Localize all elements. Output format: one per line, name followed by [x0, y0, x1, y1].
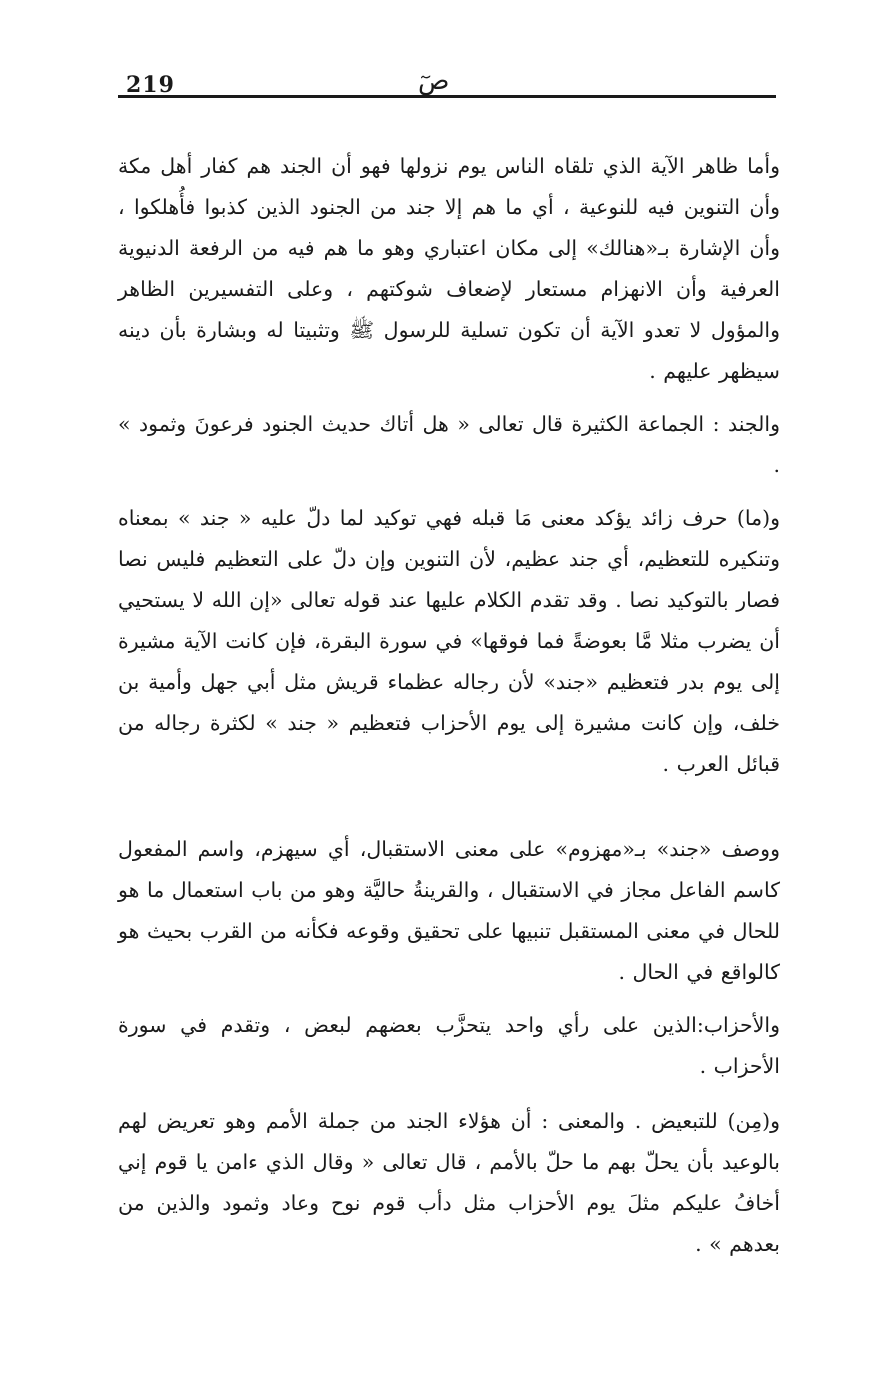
page-header — [118, 62, 776, 98]
page-body — [118, 146, 780, 1265]
page-number: 219 — [126, 72, 175, 98]
paragraph-al-ahzab: والأحزاب:الذين على رأي واحد يتحزَّب بعضهم لبعض ، وتقدم في سورة الأحزاب . — [118, 1013, 780, 1078]
paragraph-ma-particle: و(ما) حرف زائد يؤكد معنى مَا قبله فهي توكيد لما دلّ عليه « جند » بمعناه وتنكيره للتعظيم، أي جند عظيم، لأن التنوين وإن دلّ على التعظيم فليس نصا فصار بالتوكيد نصا . وقد تقدم الكلام عليها عند قوله تعالى «إن الله لا يستحيي أن يضرب مثلا مَّا بعوضةً فما فوقها» في سورة البقرة، فإن كانت الآية مشيرة إلى يوم بدر فتعظيم «جند» لأن رجاله عظماء قريش مثل أبي جهل وأمية بن خلف، وإن كانت مشيرة إلى يوم الأحزاب فتعظيم « جند » لكثرة رجاله من قبائل العرب . — [118, 506, 780, 776]
paragraph-apparent-meaning: وأما ظاهر الآية الذي تلقاه الناس يوم نزولها فهو أن الجند هم كفار أهل مكة وأن التنوين فيه للنوعية ، أي ما هم إلا جند من الجنود الذين كذبوا فأُهلكوا ، وأن الإشارة بـ«هنالك» إلى مكان اعتباري وهو ما هم فيه من الرفعة الدنيوية العرفية وأن الانهزام مستعار لإضعاف شوكتهم ، وعلى التفسيرين الظاهر والمؤول لا تعدو الآية أن تكون تسلية للرسول ﷺ وتثبيتا له وبشارة بأن دينه سيظهر عليهم . — [118, 154, 780, 383]
paragraph-mahzoom: ووصف «جند» بـ«مهزوم» على معنى الاستقبال، أي سيهزم، واسم المفعول كاسم الفاعل مجاز في الاستقبال ، والقرينةُ حاليَّة وهو من باب استعمال ما هو للحال في معنى المستقبل تنبيها على تحقيق وقوعه فكأنه من القرب بحيث هو كالواقع في الحال . — [118, 837, 780, 984]
header-rule — [118, 95, 776, 98]
paragraph-al-jund: والجند : الجماعة الكثيرة قال تعالى « هل أتاك حديث الجنود فرعونَ وثمود » . — [118, 412, 780, 477]
running-head-surah: صٓ — [418, 66, 450, 96]
paragraph-min-particle: و(مِن) للتبعيض . والمعنى : أن هؤلاء الجند من جملة الأمم وهو تعريض لهم بالوعيد بأن يحلّ بهم ما حلّ بالأمم ، قال تعالى « وقال الذي ءامن يا قوم إني أخافُ عليكم مثلَ يوم الأحزاب مثل دأب قوم نوح وعاد وثمود والذين من بعدهم » . — [118, 1109, 780, 1256]
